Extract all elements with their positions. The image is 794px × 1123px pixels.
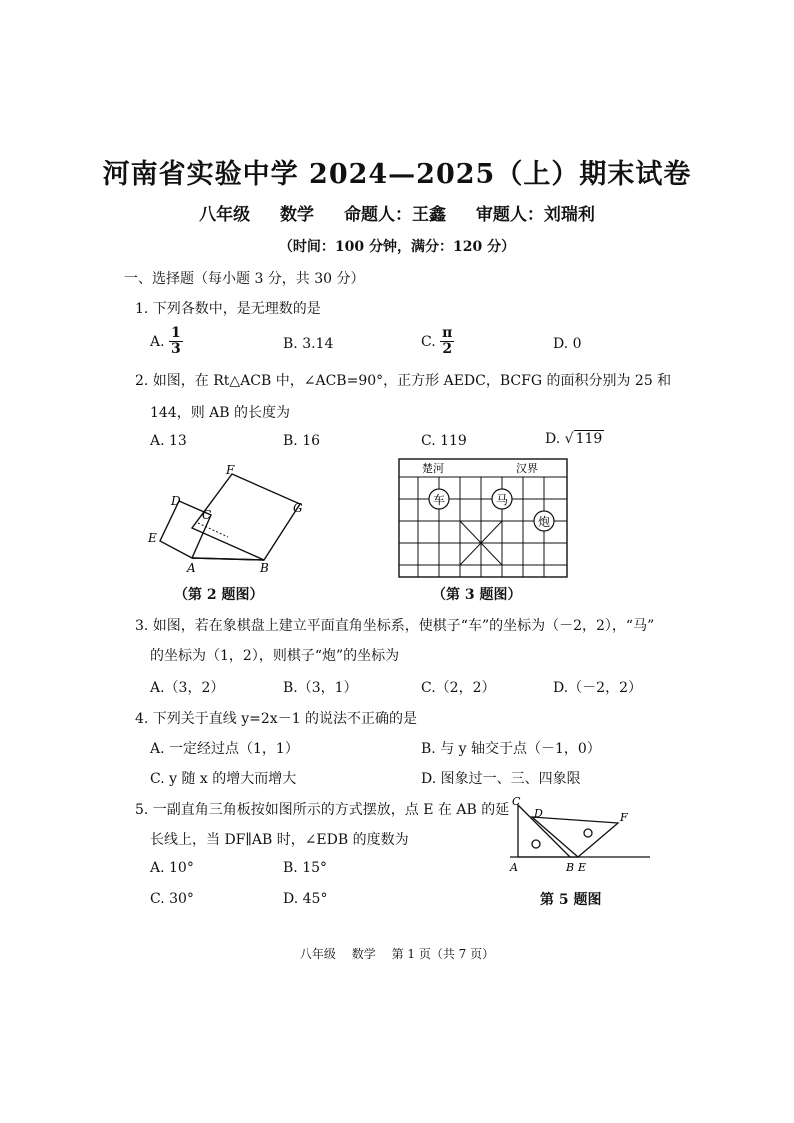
- q5-option-d[interactable]: D. 45°: [283, 891, 328, 907]
- q4-stem: 4. 下列关于直线 y=2x－1 的说法不正确的是: [135, 711, 418, 727]
- label-d: D: [534, 807, 543, 820]
- board-hanjie: 汉界: [516, 462, 538, 475]
- piece-ma: [492, 489, 512, 509]
- q3-option-c[interactable]: C.（2，2）: [421, 680, 496, 696]
- q2-figure-caption: （第 2 题图）: [174, 587, 264, 603]
- q3-option-a[interactable]: A.（3，2）: [150, 680, 225, 696]
- label-f: F: [620, 811, 628, 824]
- q2-stem-line2: 144，则 AB 的长度为: [150, 405, 291, 421]
- label-f: F: [226, 463, 235, 477]
- page-footer: 八年级 数学 第 1 页（共 7 页）: [299, 947, 495, 961]
- label-a: A: [187, 561, 196, 575]
- q3-stem-line2: 的坐标为（1，2），则棋子“炮”的坐标为: [150, 648, 400, 664]
- q2-stem-line1: 2. 如图，在 Rt△ACB 中，∠ACB=90°，正方形 AEDC，BCFG 的面积分别为 25 和: [135, 373, 672, 389]
- q5-figure-caption: 第 5 题图: [540, 892, 602, 908]
- q5-stem-line2: 长线上，当 DF∥AB 时，∠EDB 的度数为: [150, 832, 409, 848]
- q4-option-c[interactable]: C. y 随 x 的增大而增大: [150, 771, 297, 787]
- piece-pao: [534, 511, 554, 531]
- q3-option-b[interactable]: B.（3，1）: [283, 680, 358, 696]
- subject-label: 数学: [280, 205, 315, 225]
- q4-option-b[interactable]: B. 与 y 轴交于点（－1，0）: [421, 741, 601, 757]
- q1-option-b[interactable]: B. 3.14: [283, 336, 334, 352]
- author-label: 命题人：王鑫: [343, 205, 446, 225]
- q5-figure: [506, 795, 654, 877]
- triangle-abc: [518, 805, 570, 857]
- reviewer-label: 审题人：刘瑞利: [475, 205, 595, 225]
- label-c: C: [202, 508, 212, 522]
- q3-figure-caption: （第 3 题图）: [432, 587, 522, 603]
- q1-option-a[interactable]: A. $\frac{1}{3}$: [150, 325, 181, 358]
- exam-title: 河南省实验中学 2024—2025（上）期末试卷: [102, 159, 692, 190]
- q2-option-a[interactable]: A. 13: [150, 433, 187, 449]
- fraction: $\frac{\pi}{2}$: [442, 325, 453, 358]
- label-b: B: [260, 561, 269, 575]
- exam-subtitle: [0, 200, 794, 225]
- label-g: G: [293, 501, 303, 515]
- q1-option-d[interactable]: D. 0: [553, 336, 582, 352]
- svg-text:车: 车: [433, 493, 446, 507]
- q5-option-b[interactable]: B. 15°: [283, 860, 328, 876]
- label-a: A: [510, 861, 518, 874]
- q5-option-c[interactable]: C. 30°: [150, 891, 194, 907]
- svg-text:马: 马: [496, 493, 509, 507]
- q1-stem: 1. 下列各数中，是无理数的是: [135, 301, 321, 317]
- q1-option-c[interactable]: C. $\frac{\pi}{2}$: [421, 325, 453, 358]
- q4-option-a[interactable]: A. 一定经过点（1，1）: [150, 741, 299, 757]
- q5-stem-line1: 5. 一副直角三角板按如图所示的方式摆放，点 E 在 AB 的延: [135, 802, 510, 818]
- q2-option-b[interactable]: B. 16: [283, 433, 321, 449]
- q2-option-c[interactable]: C. 119: [421, 433, 467, 449]
- q4-option-d[interactable]: D. 图象过一、三、四象限: [421, 771, 581, 787]
- q2-figure: [140, 460, 320, 575]
- time-info: （时间：100 分钟，满分：120 分）: [278, 239, 516, 255]
- label-b: B: [566, 861, 575, 874]
- label-d: D: [171, 494, 181, 508]
- grade-label: 八年级: [199, 205, 251, 225]
- label-e: E: [148, 531, 157, 545]
- page-number: 第 1 页（共 7 页）: [391, 947, 495, 961]
- triangle-def: [532, 817, 618, 857]
- q3-stem-line1: 3. 如图，若在象棋盘上建立平面直角坐标系，使棋子“车”的坐标为（－2，2），“马”: [135, 618, 655, 634]
- q3-option-d[interactable]: D.（－2，2）: [553, 680, 642, 696]
- board-chuhe: 楚河: [422, 462, 444, 475]
- q3-figure: [398, 458, 570, 580]
- piece-che: [429, 489, 449, 509]
- svg-text:炮: 炮: [538, 515, 551, 529]
- section-heading: 一、选择题（每小题 3 分，共 30 分）: [124, 271, 365, 287]
- q5-option-a[interactable]: A. 10°: [150, 860, 194, 876]
- label-c: C: [512, 795, 521, 808]
- label-e: E: [578, 861, 587, 874]
- q2-option-d[interactable]: D. √ 119: [545, 431, 603, 447]
- fraction: $\frac{1}{3}$: [171, 325, 181, 358]
